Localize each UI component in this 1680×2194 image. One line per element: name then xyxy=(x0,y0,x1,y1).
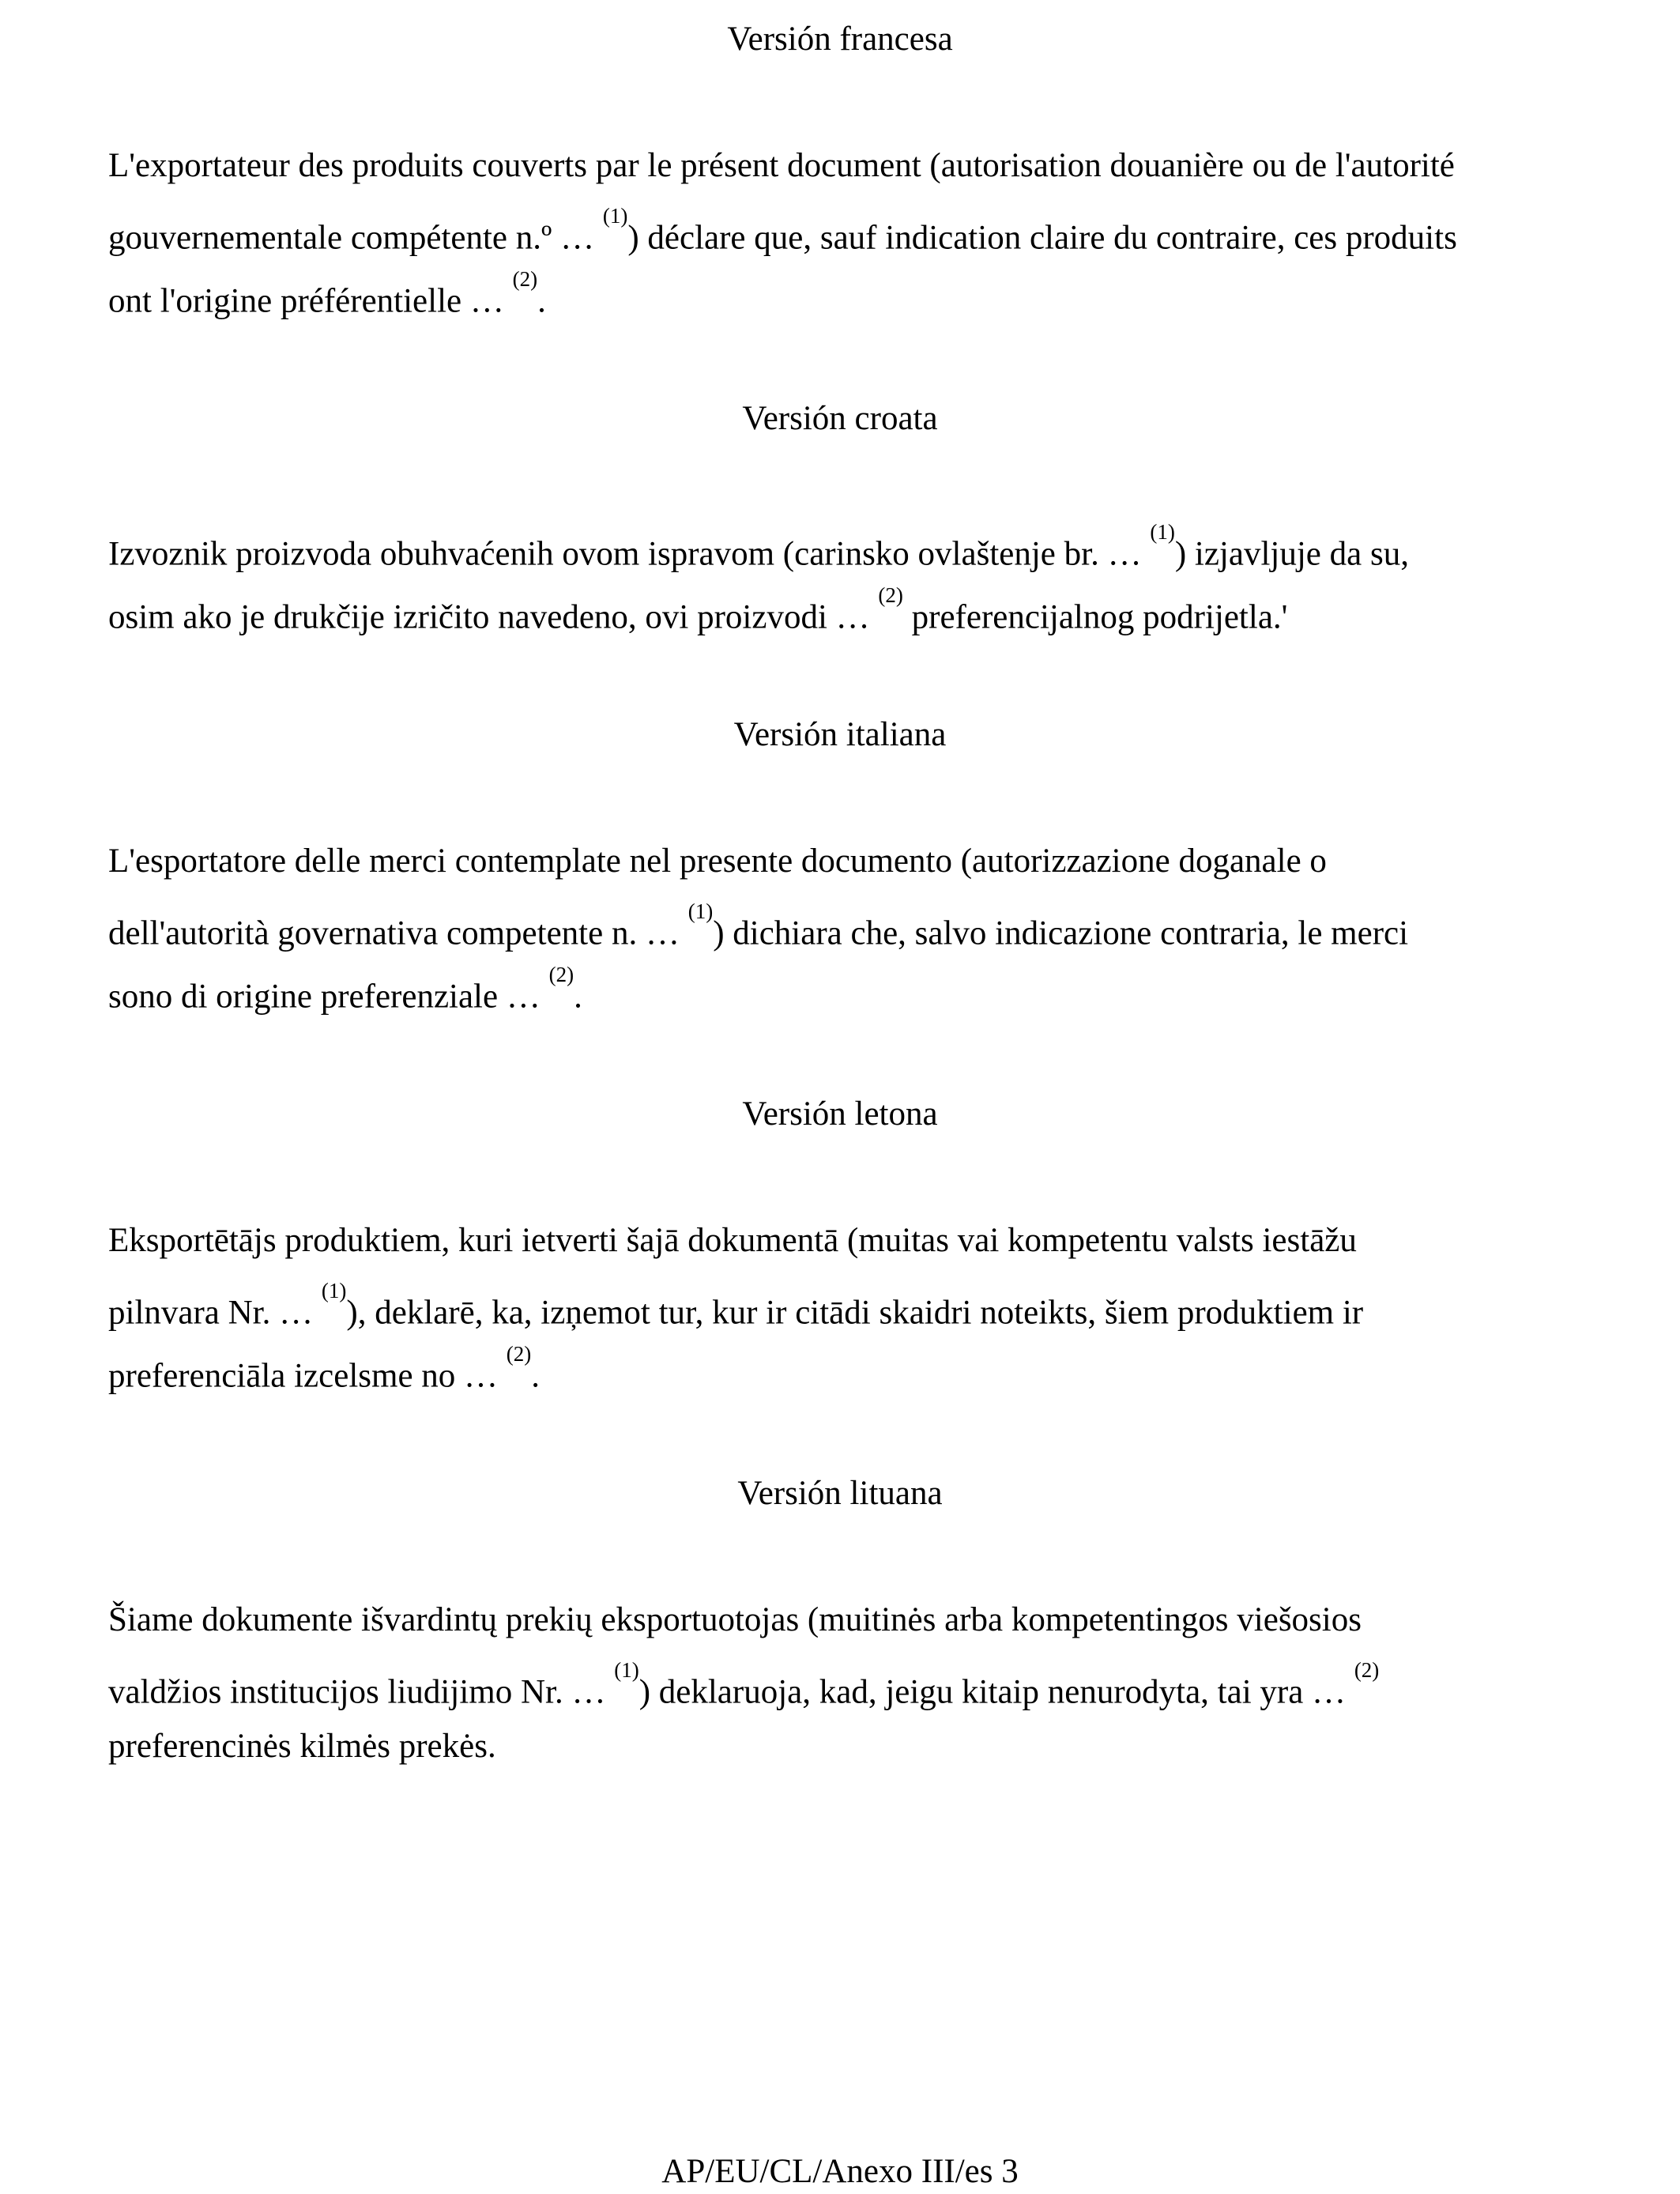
text-line: pilnvara Nr. … $^{(1)}$), deklarē, ka, izņemot tur, kur ir citādi skaidri noteikts, šiem produktiem ir xyxy=(108,1279,1364,1332)
text-line: gouvernementale compétente n.º … $^{(1)}$) déclare que, sauf indication claire du contraire, ces produits xyxy=(108,204,1457,257)
text-line: dell'autorità governativa competente n. … $^{(1)}$) dichiara che, salvo indicazione contraria, le merci xyxy=(108,899,1409,952)
text-line: ont l'origine préférentielle … $^{(2)}$. xyxy=(108,267,546,320)
section-text-lithuanian xyxy=(108,1589,1586,1778)
section-heading-latvian: Versión letona xyxy=(742,1095,938,1133)
text-line: Šiame dokumente išvardintų prekių eksportuotojas (muitinės arba kompetentingos viešosios xyxy=(108,1601,1362,1638)
text-line: sono di origine preferenziale … $^{(2)}$. xyxy=(108,963,582,1016)
footnote-ref-2: (2) xyxy=(506,1342,532,1366)
section-heading-croatian: Versión croata xyxy=(742,400,938,437)
footnote-ref-2: (2) xyxy=(1354,1658,1380,1682)
section-text-french xyxy=(108,134,1586,324)
text-line: osim ako je drukčije izričito navedeno, ovi proizvodi … $^{(2)}$ preferencijalnog podrijetla.' xyxy=(108,583,1288,636)
section-heading-lithuanian: Versión lituana xyxy=(737,1475,943,1512)
section-text-italian xyxy=(108,830,1586,1020)
section-text-latvian xyxy=(108,1209,1586,1399)
section-heading-french: Versión francesa xyxy=(727,21,953,58)
footnote-ref-1: (1) xyxy=(321,1279,347,1302)
text-line: L'esportatore delle merci contemplate nel presente documento (autorizzazione doganale o xyxy=(108,843,1327,880)
footnote-ref-2: (2) xyxy=(512,267,538,291)
page-footer-reference: AP/EU/CL/Anexo III/es 3 xyxy=(661,2153,1019,2190)
text-line: Eksportētājs produktiem, kuri ietverti šajā dokumentā (muitas vai kompetentu valsts iestāžu xyxy=(108,1222,1357,1259)
section-text-croatian xyxy=(108,514,1586,640)
text-line: valdžios institucijos liudijimo Nr. … $^{(1)}$) deklaruoja, kad, jeigu kitaip nenurodyta, tai yra … $^{(2)}$ xyxy=(108,1658,1380,1711)
text-line: Izvoznik proizvoda obuhvaćenih ovom ispravom (carinsko ovlaštenje br. … $^{(1)}$) izjavljuje da su, xyxy=(108,520,1409,573)
footnote-ref-1: (1) xyxy=(687,899,714,923)
footnote-ref-2: (2) xyxy=(548,963,574,986)
text-line: preferenciāla izcelsme no … $^{(2)}$. xyxy=(108,1342,541,1395)
footnote-ref-1: (1) xyxy=(602,204,628,228)
footnote-ref-1: (1) xyxy=(614,1658,639,1682)
section-heading-italian: Versión italiana xyxy=(733,716,947,753)
footnote-ref-1: (1) xyxy=(1150,520,1175,544)
footnote-ref-2: (2) xyxy=(878,583,903,607)
text-line: L'exportateur des produits couverts par le présent document (autorisation douanière ou de l'autorité xyxy=(108,147,1455,184)
text-line: preferencinės kilmės prekės. xyxy=(108,1728,496,1765)
